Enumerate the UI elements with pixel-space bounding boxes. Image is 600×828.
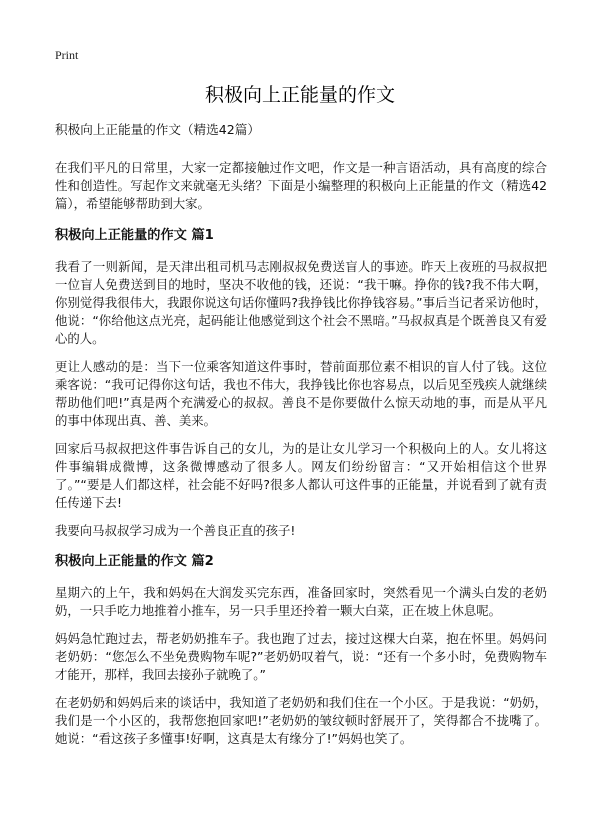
section-2-paragraph-3: 在老奶奶和妈妈后来的谈话中，我知道了老奶奶和我们住在一个小区。于是我说：“奶奶，我们是一个小区的，我帮您抱回家吧!”老奶奶的皱纹顿时舒展开了，笑得都合不拢嘴了。她说：“看这孩子多懂事!好啊，这真是太有缘分了!”妈妈也笑了。 — [55, 695, 547, 746]
article-subtitle: 积极向上正能量的作文（精选42篇） — [55, 122, 260, 137]
page-title: 积极向上正能量的作文 — [204, 84, 395, 106]
section-2-paragraph-2: 妈妈急忙跑过去，帮老奶奶推车子。我也跑了过去，接过这棵大白菜，抱在怀里。妈妈问老奶奶：“您怎么不坐免费购物车呢?”老奶奶叹着气，说：“还有一个多小时，免费购物车才能开，那样，我回去接孙子就晚了。” — [55, 631, 547, 682]
section-heading-1: 积极向上正能量的作文 篇1 — [55, 228, 214, 243]
print-link[interactable]: Print — [55, 48, 79, 62]
intro-paragraph: 在我们平凡的日常里，大家一定都接触过作文吧，作文是一种言语活动，具有高度的综合性和创造性。写起作文来就毫无头绪？下面是小编整理的积极向上正能量的作文（精选42篇），希望能够帮助到大家。 — [55, 160, 547, 211]
section-1-paragraph-2: 更让人感动的是：当下一位乘客知道这件事时，替前面那位素不相识的盲人付了钱。这位乘客说：“我可记得你这句话，我也不伟大，我挣钱比你也容易点，以后见至残疾人就继续帮助他们吧!”真是两个充满爱心的叔叔。善良不是你要做什么惊天动地的事，而是从平凡的事中体现出真、善、美来。 — [55, 359, 547, 428]
section-1-paragraph-4: 我要向马叔叔学习成为一个善良正直的孩子! — [55, 523, 296, 538]
section-1-paragraph-1: 我看了一则新闻，是天津出租司机马志刚叔叔免费送盲人的事迹。昨天上夜班的马叔叔把一位盲人免费送到目的地时，坚决不收他的钱，还说：“我干嘛。挣你的钱?我不伟大啊，你别觉得我很伟大，我跟你说这句话你懂吗?我挣钱比你挣钱容易。”事后当记者采访他时，他说：“你给他这点光亮，起码能让他感觉到这个社会不黑暗。”马叔叔真是个既善良又有爱心的人。 — [55, 259, 547, 346]
article-body — [55, 121, 547, 758]
section-2-paragraph-1: 星期六的上午，我和妈妈在大润发买完东西，准备回家时，突然看见一个满头白发的老奶奶，一只手吃力地推着小推车，另一只手里还拎着一颗大白菜，正在坡上休息呢。 — [55, 585, 547, 618]
section-1-paragraph-3: 回家后马叔叔把这件事告诉自己的女儿，为的是让女儿学习一个积极向上的人。女儿将这件事编辑成微博，这条微博感动了很多人。网友们纷纷留言：“又开始相信这个世界了。”“要是人们都这样，社会能不好吗?很多人都认可这件事的正能量，并说看到了就有责任传递下去! — [55, 441, 547, 510]
section-heading-2: 积极向上正能量的作文 篇2 — [55, 554, 214, 569]
